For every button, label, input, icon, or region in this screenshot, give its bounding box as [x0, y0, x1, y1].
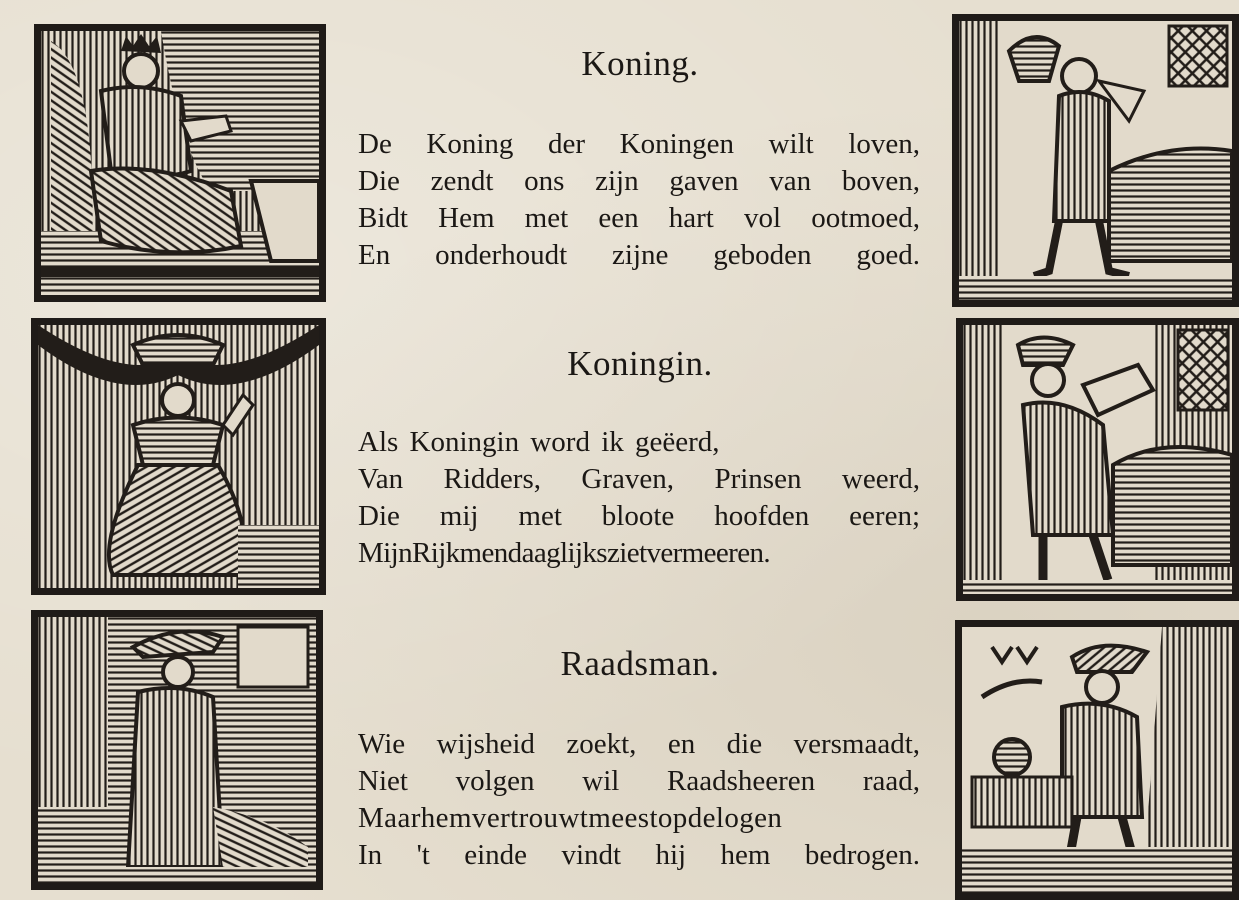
- title-raadsman: Raadsman.: [560, 644, 720, 683]
- verse-line: MijnRijkmendaaglijkszietvermeeren.: [358, 537, 771, 569]
- drinker-woodcut: [952, 14, 1239, 307]
- verse-line: Van Ridders, Graven, Prinsen weerd,: [358, 463, 920, 495]
- counsellor-woodcut: [31, 610, 323, 890]
- verse-koning: [358, 126, 920, 274]
- verse-koningin: [358, 424, 920, 572]
- verse-line: Maarhemvertrouwtmeestopdelogen: [358, 802, 783, 834]
- verse-line: In 't einde vindt hij hem bedrogen.: [358, 839, 920, 871]
- verse-raadsman: [358, 726, 920, 874]
- seated-king-woodcut: [34, 24, 326, 302]
- verse-line: Niet volgen wil Raadsheeren raad,: [358, 765, 920, 797]
- jester-woodcut: [955, 620, 1239, 900]
- verse-line: Die zendt ons zijn gaven van boven,: [358, 165, 920, 197]
- verse-line: En onderhoudt zijne geboden goed.: [358, 239, 920, 271]
- verse-line: Die mij met bloote hoofden eeren;: [358, 500, 920, 532]
- verse-line: Bidt Hem met een hart vol ootmoed,: [358, 202, 920, 234]
- title-koning: Koning.: [581, 44, 699, 83]
- queen-woodcut: [31, 318, 326, 595]
- title-koningin: Koningin.: [567, 344, 713, 383]
- verse-line: De Koning der Koningen wilt loven,: [358, 128, 920, 160]
- verse-line: Wie wijsheid zoekt, en die versmaadt,: [358, 728, 920, 760]
- servant-woodcut: [956, 318, 1239, 601]
- verse-line: Als Koningin word ik geëerd,: [358, 426, 720, 458]
